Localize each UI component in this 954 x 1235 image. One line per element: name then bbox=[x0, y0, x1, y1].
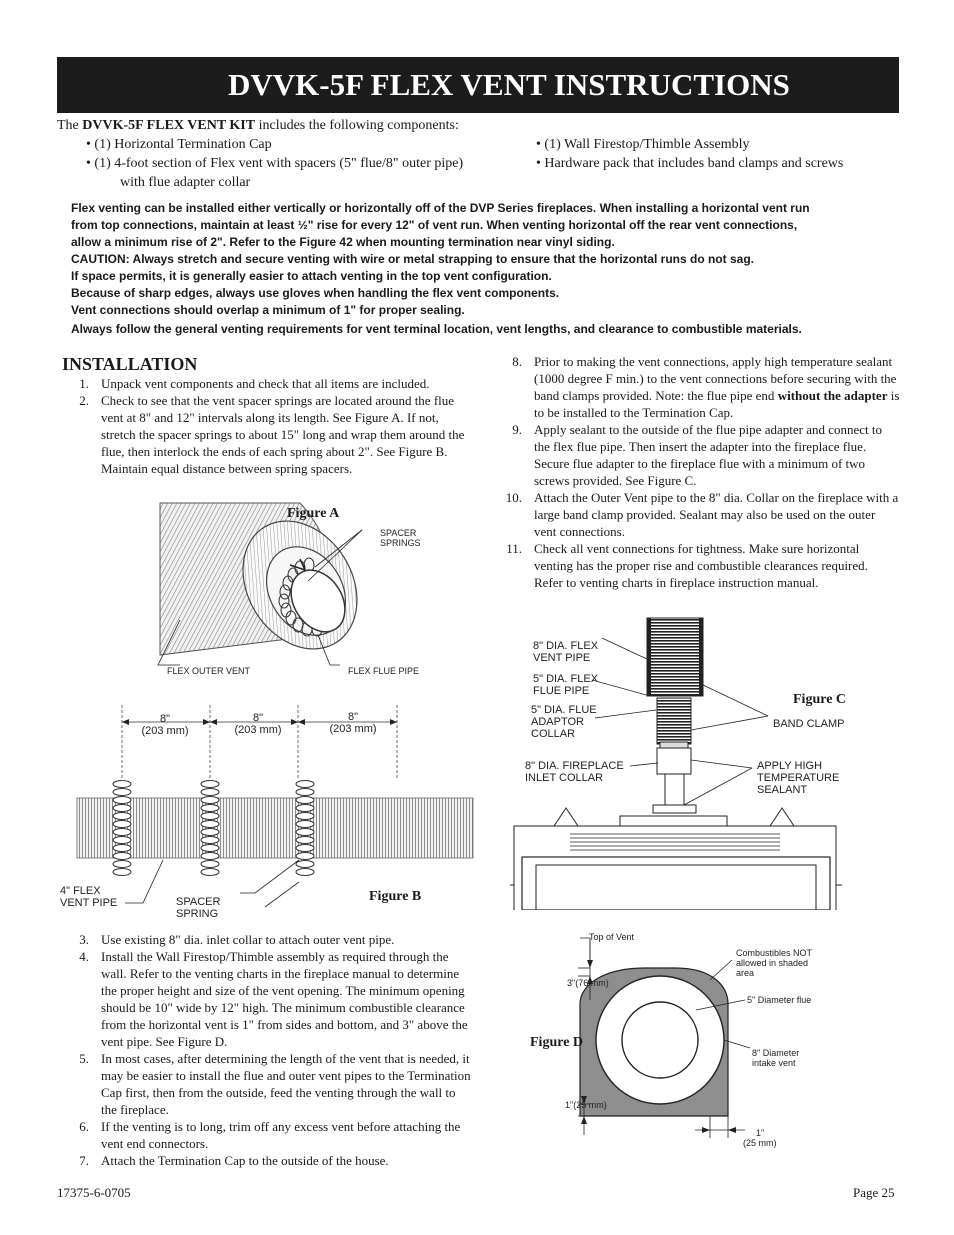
step-number: 11. bbox=[506, 541, 522, 556]
caption-line: area bbox=[736, 968, 755, 978]
step-text: Check to see that the vent spacer springs are located around the flue vent at 8" and 12" intervals along its length. See Figure A. If not, stretch the spacer springs to about 15" long and wrap them around the flue, then interlock the ends of each spring about 2". See Figure B. Maintain equal distance between spring spacers. bbox=[101, 393, 465, 476]
steps-left-top bbox=[57, 375, 472, 477]
intro-tail: includes the following components: bbox=[255, 118, 459, 133]
step-number: 4. bbox=[79, 949, 89, 964]
caption-line: 5" DIA. FLEX bbox=[533, 673, 599, 685]
step-text: Install the Wall Firestop/Thimble assembly as required through the wall. Refer to the venting charts in the fireplace manual to determine the proper height and size of the vent opening. The minimum opening should be 10" wide by 12" high. The minimum combustible clearance from the horizontal vent is 1" from sides and bottom, and 3" above the vent pipe. See Figure D. bbox=[101, 949, 468, 1049]
figure-c-label: Figure C bbox=[793, 692, 847, 707]
figure-a-spacer-springs-label bbox=[380, 528, 421, 548]
note-line: Vent connections should overlap a minimum of 1" for proper sealing. bbox=[71, 303, 465, 317]
step-text: Check all vent connections for tightness. Make sure horizontal venting has the proper rise and combustible clearances required. Refer to venting charts in fireplace instruction manual. bbox=[534, 541, 868, 590]
figure-b-label: Figure B bbox=[369, 889, 422, 904]
step-number: 9. bbox=[512, 422, 522, 437]
caption-line: SEALANT bbox=[757, 784, 808, 796]
steps-right bbox=[490, 353, 900, 591]
note-line: Always follow the general venting requirements for vent terminal location, vent lengths, and clearance to combustible materials. bbox=[71, 322, 802, 336]
note-line: allow a minimum rise of 2". Refer to the Figure 42 when mounting termination near vinyl siding. bbox=[71, 235, 615, 249]
caption-line: SPRING bbox=[176, 908, 219, 920]
caption-line: VENT PIPE bbox=[533, 652, 591, 664]
intro-lead: The bbox=[57, 118, 83, 133]
venting-notes bbox=[71, 200, 871, 338]
step-number: 10. bbox=[505, 490, 522, 505]
caption-line: APPLY HIGH bbox=[757, 760, 823, 772]
caption-line: SPACER bbox=[380, 528, 417, 538]
caption-line: VENT PIPE bbox=[60, 897, 118, 909]
step-number: 3. bbox=[79, 932, 89, 947]
caption-line: 8" DIA. FLEX bbox=[533, 640, 599, 652]
note-line: CAUTION: Always stretch and secure venting with wire or metal strapping to ensure that the horizontal runs do not sag. bbox=[71, 252, 754, 266]
steps-left-bottom bbox=[57, 931, 472, 1169]
step-number: 5. bbox=[79, 1051, 89, 1066]
note-line: Because of sharp edges, always use gloves when handling the flex vent components. bbox=[71, 286, 560, 300]
dim-mm: (203 mm) bbox=[234, 724, 282, 736]
caption-line: 8" Diameter bbox=[752, 1048, 800, 1058]
caption-line: TEMPERATURE bbox=[757, 772, 840, 784]
figure-d-side-dimension-inches: 1" bbox=[756, 1128, 765, 1138]
page-title: DVVK-5F FLEX VENT INSTRUCTIONS bbox=[228, 67, 790, 102]
step-item bbox=[57, 1152, 472, 1169]
component-item: • (1) Wall Firestop/Thimble Assembly bbox=[536, 137, 750, 152]
dim-mm: (203 mm) bbox=[141, 725, 189, 737]
step-number: 8. bbox=[512, 354, 522, 369]
figure-d-bottom-dimension: 1"(25 mm) bbox=[565, 1100, 607, 1110]
caption-line: intake vent bbox=[752, 1058, 796, 1068]
figure-d-combustibles-label bbox=[736, 948, 812, 978]
note-line: from top connections, maintain at least ½" rise for every 12" of vent run. When venting horizontal off the rear vent connections, bbox=[71, 218, 798, 232]
figure-a-illustration bbox=[140, 495, 440, 685]
step-text: In most cases, after determining the length of the vent that is needed, it may be easier to install the flue and outer vent pipes to the Termination Cap first, then from the outside, feed the venting through the wall to the fireplace. bbox=[101, 1051, 471, 1117]
dim-inches: 8" bbox=[159, 713, 171, 725]
dim-inches: 8" bbox=[347, 711, 359, 723]
figure-d-side-dimension-mm: (25 mm) bbox=[743, 1138, 777, 1148]
step-number: 2. bbox=[79, 393, 89, 408]
component-item: • Hardware pack that includes band clamps and screws bbox=[536, 156, 844, 171]
figure-b-dim-2 bbox=[230, 712, 286, 736]
figure-d-intake-label bbox=[752, 1048, 799, 1068]
figure-b-dim-3 bbox=[325, 711, 381, 735]
step-item bbox=[57, 948, 472, 1050]
page-title-banner bbox=[57, 57, 899, 113]
note-line: Flex venting can be installed either vertically or horizontally off of the DVP Series fireplaces. When installing a horizontal vent run bbox=[71, 201, 810, 215]
kit-name: DVVK-5F FLEX VENT KIT bbox=[82, 118, 256, 133]
caption-line: SPACER bbox=[176, 896, 221, 908]
step-number: 7. bbox=[79, 1153, 89, 1168]
component-item: • (1) 4-foot section of Flex vent with spacers (5" flue/8" outer pipe) bbox=[86, 156, 464, 171]
figure-a-outer-vent-label: FLEX OUTER VENT bbox=[167, 666, 251, 676]
step-number: 6. bbox=[79, 1119, 89, 1134]
figure-d-flue-label: 5" Diameter flue bbox=[747, 995, 812, 1005]
caption-line: 5" DIA. FLUE bbox=[531, 704, 597, 716]
step-text-bold: without the adapter bbox=[777, 388, 888, 403]
caption-line: FLUE PIPE bbox=[533, 685, 590, 697]
figure-c-vent-pipe-label bbox=[533, 640, 598, 664]
figure-c-adaptor-label bbox=[531, 704, 597, 740]
step-item bbox=[490, 540, 900, 591]
installation-heading: INSTALLATION bbox=[62, 354, 198, 374]
step-text: Use existing 8" dia. inlet collar to attach outer vent pipe. bbox=[101, 932, 395, 947]
step-item bbox=[57, 375, 472, 392]
figure-b-vent-pipe-label bbox=[60, 885, 117, 909]
note-line: If space permits, it is generally easier to attach venting in the top vent configuration. bbox=[71, 269, 552, 283]
component-list-right bbox=[536, 135, 843, 173]
figure-a-flue-pipe-label: FLEX FLUE PIPE bbox=[348, 666, 420, 676]
caption-line: 4" FLEX bbox=[60, 885, 101, 897]
step-item bbox=[57, 392, 472, 477]
step-text: Prior to making the vent connections, apply high temperature sealant (1000 degree F min.) to the vent connections before securing with the band clamps provided. Note: the flue pipe end bbox=[534, 354, 897, 403]
caption-line: INLET COLLAR bbox=[525, 772, 604, 784]
component-list-left bbox=[86, 135, 463, 192]
step-text: Attach the Termination Cap to the outside of the house. bbox=[101, 1153, 389, 1168]
step-item bbox=[57, 1118, 472, 1152]
step-item bbox=[490, 421, 900, 489]
step-item bbox=[490, 489, 900, 540]
step-text: Unpack vent components and check that all items are included. bbox=[101, 376, 430, 391]
component-item: • (1) Horizontal Termination Cap bbox=[86, 137, 272, 152]
step-text: Attach the Outer Vent pipe to the 8" dia. Collar on the fireplace with a large band clamp provided. Sealant may also be used on the outer vent connections. bbox=[534, 490, 899, 539]
document-number: 17375-6-0705 bbox=[57, 1185, 131, 1200]
caption-line: SPRINGS bbox=[380, 538, 421, 548]
figure-d-top-of-vent-label: Top of Vent bbox=[589, 932, 635, 942]
figure-a-label: Figure A bbox=[287, 506, 340, 521]
caption-line: Combustibles NOT bbox=[736, 948, 813, 958]
caption-line: ADAPTOR bbox=[531, 716, 584, 728]
step-item bbox=[490, 353, 900, 421]
figure-c-flue-pipe-label bbox=[533, 673, 598, 697]
caption-line: COLLAR bbox=[531, 728, 576, 740]
figure-d-label: Figure D bbox=[530, 1035, 584, 1050]
caption-line: allowed in shaded bbox=[736, 958, 809, 968]
step-text: If the venting is to long, trim off any excess vent before attaching the vent end connectors. bbox=[101, 1119, 461, 1151]
step-text: Apply sealant to the outside of the flue pipe adapter and connect to the flex flue pipe. Then insert the adapter into the fireplace flue. Secure flue adapter to the fireplace flue with a minimum of two screws provided. See Figure C. bbox=[534, 422, 882, 488]
figure-d-top-dimension: 3"(76 mm) bbox=[567, 978, 609, 988]
step-item bbox=[57, 931, 472, 948]
caption-line: 8" DIA. FIREPLACE bbox=[525, 760, 624, 772]
figure-b-spacer-label bbox=[176, 896, 220, 920]
figure-c-sealant-label bbox=[757, 760, 839, 796]
figure-c-inlet-label bbox=[525, 760, 624, 784]
dim-mm: (203 mm) bbox=[329, 723, 377, 735]
step-number: 1. bbox=[79, 376, 89, 391]
figure-b-dim-1 bbox=[140, 713, 190, 737]
dim-inches: 8" bbox=[252, 712, 264, 724]
kit-intro bbox=[57, 116, 459, 135]
step-item bbox=[57, 1050, 472, 1118]
figure-c-band-clamp-label: BAND CLAMP bbox=[773, 718, 845, 730]
component-item-continued: with flue adapter collar bbox=[120, 175, 251, 190]
page-number: Page 25 bbox=[853, 1185, 895, 1200]
step-text: is to be installed to the Termination Cap. bbox=[534, 388, 900, 420]
